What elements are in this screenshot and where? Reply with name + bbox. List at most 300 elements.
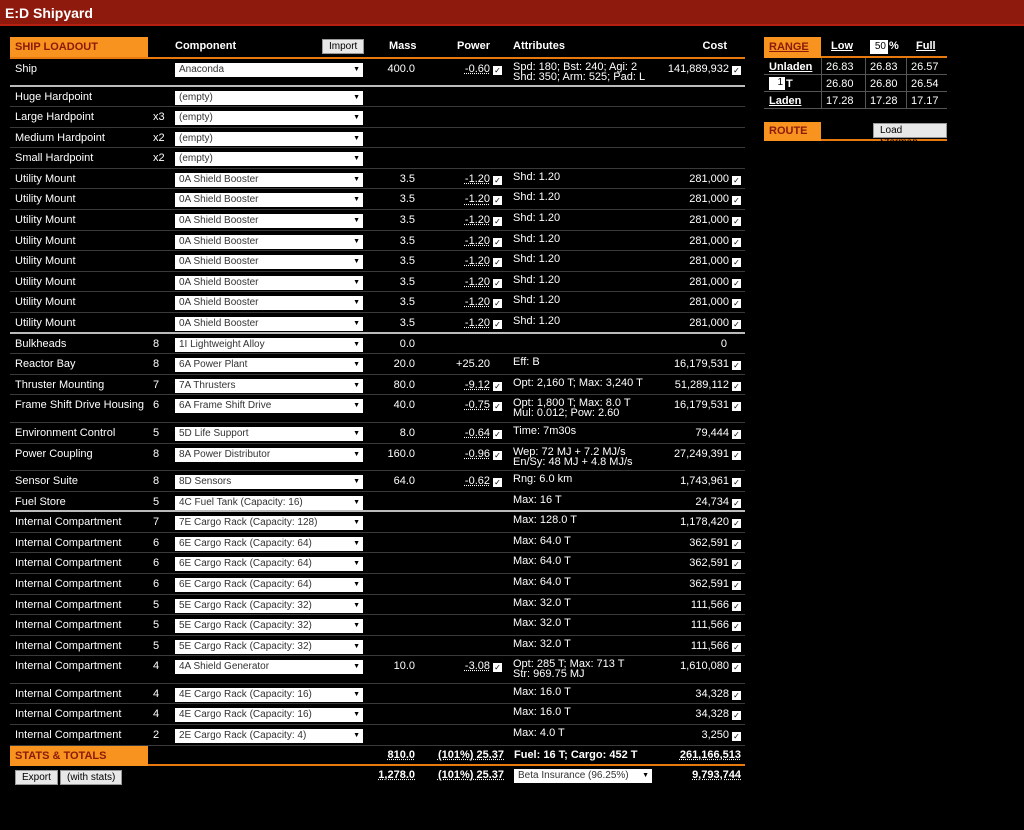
range-row — [764, 92, 947, 109]
cost-include-checkbox[interactable]: ✓ — [733, 402, 740, 412]
component-cost: 0 — [720, 337, 727, 350]
insurance-select[interactable]: Beta Insurance (96.25%) ▼ — [514, 769, 652, 783]
component-attributes: Wep: 72 MJ + 7.2 MJ/s En/Sy: 48 MJ + 4.8 MJ/s — [513, 445, 633, 468]
component-attributes: Shd: 1.20 — [513, 232, 561, 245]
slot-label: Utility Mount — [15, 214, 76, 227]
component-power: -1.20 — [464, 172, 490, 185]
slot-label: Power Coupling — [15, 447, 93, 460]
range-low-value: 26.80 — [821, 75, 854, 92]
component-row — [10, 107, 745, 128]
title-bar — [0, 0, 1024, 26]
component-select[interactable]: 0A Shield Booster ▼ — [175, 317, 363, 331]
slot-label: Utility Mount — [15, 234, 76, 247]
cost-include-checkbox[interactable]: ✓ — [733, 278, 740, 288]
component-cost: 362,591 — [689, 536, 729, 549]
route-panel — [764, 122, 947, 148]
cost-include-checkbox[interactable]: ✓ — [733, 519, 740, 529]
component-list — [10, 59, 745, 746]
component-cost: 34,328 — [695, 708, 729, 721]
component-row — [10, 725, 745, 746]
slot-label: Internal Compartment — [15, 557, 122, 570]
component-select[interactable]: 4C Fuel Tank (Capacity: 16) ▼ — [175, 496, 363, 510]
component-cost: 16,179,531 — [673, 358, 729, 371]
component-power: +25.20 — [456, 358, 490, 371]
slot-label: Sensor Suite — [15, 475, 78, 487]
component-attributes: Shd: 1.20 — [513, 170, 561, 183]
cost-include-checkbox[interactable]: ✓ — [733, 450, 740, 460]
component-select[interactable]: Anaconda ▼ — [175, 63, 363, 77]
component-cost: 281,000 — [689, 255, 729, 268]
cost-include-checkbox[interactable]: ✓ — [733, 663, 740, 673]
total-mass-unladen: 810.0 — [387, 748, 415, 761]
component-mass: 3.5 — [399, 193, 415, 206]
total-mass-laden: 1,278.0 — [378, 768, 415, 781]
cost-include-checkbox[interactable]: ✓ — [733, 429, 740, 439]
component-select[interactable]: (empty) ▼ — [175, 91, 363, 105]
component-power: -0.96 — [464, 447, 490, 460]
component-mass: 3.5 — [399, 172, 415, 185]
component-row — [10, 636, 745, 657]
component-select[interactable]: 0A Shield Booster ▼ — [175, 173, 363, 187]
component-select[interactable]: 6E Cargo Rack (Capacity: 64) ▼ — [175, 557, 363, 571]
slot-label: Utility Mount — [15, 296, 76, 309]
fuel-cargo-total: Fuel: 16 T; Cargo: 452 T — [514, 748, 638, 761]
cost-include-checkbox[interactable]: ✓ — [733, 361, 740, 371]
component-attributes: Eff: B — [513, 356, 540, 369]
power-toggle-checkbox[interactable]: ✓ — [494, 299, 501, 309]
cost-include-checkbox[interactable]: ✓ — [733, 237, 740, 247]
slot-label: Small Hardpoint — [15, 152, 94, 165]
component-mass: 0.0 — [399, 337, 415, 350]
range-mid-value: 26.83 — [865, 58, 898, 75]
component-row — [10, 704, 745, 725]
component-cost: 51,289,112 — [674, 378, 729, 391]
total-power-2: (101%) 25.37 — [437, 768, 504, 781]
slot-label: Ship — [15, 63, 38, 75]
component-power: -1.20 — [464, 275, 490, 288]
cargo-unit: T — [786, 78, 793, 90]
cost-include-checkbox[interactable]: ✓ — [733, 560, 740, 570]
component-power: -1.20 — [464, 255, 490, 268]
component-cost: 362,591 — [689, 577, 729, 590]
slot-class: 8 — [153, 447, 160, 460]
slot-label: Huge Hardpoint — [15, 90, 93, 103]
cost-header: Cost — [702, 40, 727, 52]
attributes-header: Attributes — [513, 40, 565, 52]
slot-class: 4 — [153, 708, 160, 721]
cost-include-checkbox[interactable]: ✓ — [733, 258, 740, 268]
component-mass: 8.0 — [399, 426, 415, 439]
component-row — [10, 334, 745, 355]
component-cost: 27,249,391 — [673, 447, 729, 460]
component-row — [10, 292, 745, 313]
range-full-header: Full — [916, 40, 936, 52]
component-row — [10, 471, 745, 492]
slot-class: 5 — [153, 639, 160, 652]
slot-label: Internal Compartment — [15, 639, 122, 652]
component-row — [10, 423, 745, 444]
slot-label: Utility Mount — [15, 317, 76, 330]
component-select[interactable]: 7E Cargo Rack (Capacity: 128) ▼ — [175, 516, 363, 530]
component-attributes: Max: 64.0 T — [513, 534, 571, 547]
component-attributes: Spd: 180; Bst: 240; Agi: 2 Shd: 350; Arm: 525; Pad: L — [513, 61, 646, 83]
component-cost: 24,734 — [695, 495, 729, 508]
cost-include-checkbox[interactable]: ✓ — [733, 66, 740, 75]
component-mass: 3.5 — [399, 214, 415, 227]
component-cost: 1,743,961 — [680, 475, 729, 487]
power-toggle-checkbox[interactable]: ✓ — [494, 278, 501, 288]
component-cost: 141,889,932 — [667, 63, 729, 75]
component-select[interactable]: 1I Lightweight Alloy ▼ — [175, 338, 363, 352]
component-attributes: Opt: 1,800 T; Max: 8.0 T Mul: 0.012; Pow: 2.60 — [513, 397, 631, 420]
stats-totals-tab[interactable]: STATS & TOTALS — [10, 746, 148, 766]
component-attributes: Shd: 1.20 — [513, 253, 561, 266]
percent-sign: % — [889, 40, 899, 52]
component-mass: 160.0 — [387, 447, 415, 460]
component-select[interactable]: 6E Cargo Rack (Capacity: 64) ▼ — [175, 578, 363, 592]
component-power: -0.60 — [464, 63, 490, 75]
component-cost: 281,000 — [689, 317, 729, 330]
stats-totals-header — [10, 746, 745, 766]
component-power: -1.20 — [464, 296, 490, 309]
slot-class: 8 — [153, 475, 160, 487]
power-toggle-checkbox[interactable]: ✓ — [494, 402, 501, 412]
component-mass: 3.5 — [399, 275, 415, 288]
component-select[interactable]: 6E Cargo Rack (Capacity: 64) ▼ — [175, 537, 363, 551]
slot-class: 6 — [153, 557, 160, 570]
component-row — [10, 684, 745, 705]
power-toggle-checkbox[interactable]: ✓ — [494, 217, 501, 227]
total-power: (101%) 25.37 — [437, 748, 504, 761]
component-select[interactable]: 6A Frame Shift Drive ▼ — [175, 399, 363, 413]
cost-include-checkbox[interactable]: ✓ — [733, 498, 740, 508]
slot-class: 4 — [153, 687, 160, 700]
slot-label: Bulkheads — [15, 337, 67, 350]
cost-include-checkbox[interactable]: ✓ — [733, 601, 740, 611]
component-row — [10, 272, 745, 293]
cost-include-checkbox[interactable]: ✓ — [733, 690, 740, 700]
range-full-value: 17.17 — [906, 92, 939, 109]
component-cost: 34,328 — [695, 687, 729, 700]
power-toggle-checkbox[interactable]: ✓ — [494, 663, 501, 673]
component-attributes: Time: 7m30s — [513, 424, 577, 437]
component-row — [10, 231, 745, 252]
range-row — [764, 58, 947, 75]
slot-label: Frame Shift Drive Housing — [15, 399, 144, 412]
range-row-label[interactable]: Laden — [769, 95, 802, 107]
slot-label: Utility Mount — [15, 193, 76, 206]
component-select[interactable]: 4E Cargo Rack (Capacity: 16) ▼ — [175, 688, 363, 702]
component-attributes: Max: 32.0 T — [513, 596, 571, 609]
insurance-cost: 9,793,744 — [692, 768, 741, 781]
component-attributes: Shd: 1.20 — [513, 191, 561, 204]
component-attributes: Rng: 6.0 km — [513, 473, 573, 485]
component-attributes: Shd: 1.20 — [513, 212, 561, 225]
slot-label: Utility Mount — [15, 255, 76, 268]
cost-include-checkbox[interactable]: ✓ — [733, 622, 740, 632]
component-row — [10, 492, 745, 513]
component-power: -3.08 — [464, 660, 490, 673]
slot-class: 8 — [153, 358, 160, 371]
component-select[interactable]: 6A Power Plant ▼ — [175, 358, 363, 372]
component-power: -1.20 — [464, 193, 490, 206]
component-select[interactable]: (empty) ▼ — [175, 152, 363, 166]
slot-label: Internal Compartment — [15, 598, 122, 611]
cost-include-checkbox[interactable]: ✓ — [733, 196, 740, 206]
component-row — [10, 148, 745, 169]
slot-class: 4 — [153, 660, 160, 673]
range-low-value: 17.28 — [821, 92, 854, 109]
cost-include-checkbox[interactable]: ✓ — [733, 381, 740, 391]
slot-label: Environment Control — [15, 426, 116, 439]
component-attributes: Max: 16.0 T — [513, 706, 571, 719]
component-select[interactable]: 8D Sensors ▼ — [175, 475, 363, 489]
component-row — [10, 128, 745, 149]
component-row — [10, 615, 745, 636]
power-toggle-checkbox[interactable]: ✓ — [494, 450, 501, 460]
range-panel — [764, 37, 947, 109]
component-select[interactable]: (empty) ▼ — [175, 132, 363, 146]
cost-include-checkbox[interactable]: ✓ — [733, 642, 740, 652]
slot-label: Internal Compartment — [15, 577, 122, 590]
component-select[interactable]: 5E Cargo Rack (Capacity: 32) ▼ — [175, 619, 363, 633]
component-select[interactable]: 8A Power Distributor ▼ — [175, 448, 363, 462]
component-cost: 1,178,420 — [680, 516, 729, 529]
route-tab[interactable]: ROUTE — [764, 122, 821, 141]
component-power: -1.20 — [464, 317, 490, 330]
slot-label: Thruster Mounting — [15, 378, 105, 391]
component-select[interactable]: 2E Cargo Rack (Capacity: 4) ▼ — [175, 729, 363, 743]
component-select[interactable]: 0A Shield Booster ▼ — [175, 296, 363, 310]
component-mass: 3.5 — [399, 255, 415, 268]
component-attributes: Opt: 285 T; Max: 713 T Str: 969.75 MJ — [513, 658, 625, 681]
component-cost: 1,610,080 — [680, 660, 729, 673]
component-power: -0.64 — [464, 426, 490, 439]
component-row — [10, 574, 745, 595]
cargo-input[interactable]: 1 — [769, 77, 785, 90]
range-tab[interactable]: RANGE — [764, 37, 821, 58]
component-row — [10, 169, 745, 190]
ship-loadout-tab[interactable]: SHIP LOADOUT — [10, 37, 148, 57]
component-cost: 111,566 — [690, 598, 729, 611]
component-select[interactable]: (empty) ▼ — [175, 111, 363, 125]
slot-class: 6 — [153, 577, 160, 590]
slot-label: Internal Compartment — [15, 729, 122, 742]
component-attributes: Max: 16 T — [513, 493, 562, 506]
slot-label: Utility Mount — [15, 275, 76, 288]
component-select[interactable]: 0A Shield Booster ▼ — [175, 235, 363, 249]
slot-label: Large Hardpoint — [15, 111, 94, 124]
component-mass: 3.5 — [399, 317, 415, 330]
slot-label: Fuel Store — [15, 495, 66, 508]
slot-class: 5 — [153, 598, 160, 611]
component-select[interactable]: 4E Cargo Rack (Capacity: 16) ▼ — [175, 708, 363, 722]
cost-include-checkbox[interactable]: ✓ — [733, 320, 740, 330]
power-toggle-checkbox[interactable]: ✓ — [494, 66, 501, 75]
component-power: -1.20 — [464, 234, 490, 247]
slot-class: 6 — [153, 399, 160, 412]
component-cost: 281,000 — [689, 296, 729, 309]
cost-include-checkbox[interactable]: ✓ — [733, 175, 740, 185]
load-starmap-button[interactable]: Load Starmap — [873, 123, 947, 138]
power-toggle-checkbox[interactable]: ✓ — [494, 258, 501, 268]
mass-header: Mass — [389, 40, 417, 52]
slot-class: 5 — [153, 619, 160, 632]
component-header: Component — [175, 40, 237, 52]
cost-include-checkbox[interactable]: ✓ — [733, 732, 740, 742]
component-power: -0.75 — [464, 399, 490, 412]
export-with-stats-button[interactable]: (with stats) — [60, 770, 122, 785]
range-percent-input[interactable]: 50 — [870, 40, 888, 54]
power-toggle-checkbox[interactable]: ✓ — [494, 175, 501, 185]
component-attributes: Max: 64.0 T — [513, 575, 571, 588]
slot-label: Utility Mount — [15, 172, 76, 185]
component-mass: 64.0 — [393, 475, 415, 487]
slot-class: x2 — [153, 131, 165, 144]
component-row — [10, 595, 745, 616]
component-select[interactable]: 0A Shield Booster ▼ — [175, 255, 363, 269]
power-toggle-checkbox[interactable]: ✓ — [494, 237, 501, 247]
slot-class: x3 — [153, 111, 165, 124]
component-attributes: Shd: 1.20 — [513, 315, 561, 328]
component-row — [10, 553, 745, 574]
component-attributes: Max: 16.0 T — [513, 685, 571, 698]
ship-loadout-panel — [10, 37, 745, 788]
loadout-header — [10, 37, 745, 59]
component-attributes: Max: 32.0 T — [513, 617, 571, 630]
component-row — [10, 251, 745, 272]
component-row — [10, 533, 745, 554]
slot-label: Reactor Bay — [15, 358, 76, 371]
component-attributes: Max: 32.0 T — [513, 637, 571, 650]
range-mid-value: 26.80 — [865, 75, 898, 92]
component-row — [10, 210, 745, 231]
slot-class: 5 — [153, 495, 160, 508]
range-header — [764, 37, 947, 58]
cost-include-checkbox[interactable]: ✓ — [733, 478, 740, 487]
component-row — [10, 444, 745, 472]
component-row — [10, 59, 745, 87]
component-cost: 111,566 — [690, 639, 729, 652]
slot-class: 2 — [153, 729, 160, 742]
range-table — [764, 58, 947, 109]
component-attributes: Max: 128.0 T — [513, 514, 577, 527]
slot-label: Internal Compartment — [15, 708, 122, 721]
cost-include-checkbox[interactable]: ✓ — [733, 539, 740, 549]
component-attributes: Opt: 2,160 T; Max: 3,240 T — [513, 376, 643, 389]
slot-label: Internal Compartment — [15, 687, 122, 700]
total-cost: 261,166,513 — [679, 748, 741, 761]
power-header: Power — [457, 40, 491, 52]
component-mass: 80.0 — [393, 378, 415, 391]
cost-include-checkbox[interactable]: ✓ — [733, 711, 740, 721]
export-button[interactable]: Export — [15, 770, 58, 785]
component-row — [10, 512, 745, 533]
component-select[interactable]: 0A Shield Booster ▼ — [175, 214, 363, 228]
component-power: -0.62 — [464, 475, 490, 487]
component-mass: 40.0 — [393, 399, 415, 412]
component-cost: 281,000 — [689, 234, 729, 247]
power-toggle-checkbox[interactable]: ✓ — [494, 478, 501, 487]
component-cost: 281,000 — [689, 214, 729, 227]
component-cost: 3,250 — [701, 729, 729, 742]
component-power: -1.20 — [464, 214, 490, 227]
power-toggle-checkbox[interactable]: ✓ — [494, 196, 501, 206]
slot-class: 8 — [153, 337, 160, 350]
component-select[interactable]: 7A Thrusters ▼ — [175, 379, 363, 393]
power-toggle-checkbox[interactable]: ✓ — [494, 429, 501, 439]
slot-class: 7 — [153, 516, 160, 529]
component-cost: 281,000 — [689, 172, 729, 185]
component-row — [10, 189, 745, 210]
slot-class: x2 — [153, 152, 165, 165]
component-select[interactable]: 5E Cargo Rack (Capacity: 32) ▼ — [175, 599, 363, 613]
component-row — [10, 354, 745, 375]
component-cost: 281,000 — [689, 193, 729, 206]
component-mass: 3.5 — [399, 296, 415, 309]
range-mid-value: 17.28 — [865, 92, 898, 109]
cost-include-checkbox[interactable]: ✓ — [733, 580, 740, 590]
component-cost: 362,591 — [689, 557, 729, 570]
component-select[interactable]: 4A Shield Generator ▼ — [175, 660, 363, 674]
slot-label: Internal Compartment — [15, 536, 122, 549]
component-row — [10, 395, 745, 423]
component-select[interactable]: 0A Shield Booster ▼ — [175, 276, 363, 290]
cost-include-checkbox[interactable]: ✓ — [733, 217, 740, 227]
range-row-label[interactable]: Unladen — [769, 61, 813, 73]
component-power: -9.12 — [464, 378, 490, 391]
component-attributes: Shd: 1.20 — [513, 294, 561, 307]
component-attributes: Shd: 1.20 — [513, 273, 561, 286]
component-cost: 111,566 — [690, 619, 729, 632]
range-full-value: 26.54 — [906, 75, 939, 92]
component-row — [10, 313, 745, 334]
range-low-header: Low — [831, 40, 853, 52]
component-select[interactable]: 5E Cargo Rack (Capacity: 32) ▼ — [175, 640, 363, 654]
power-toggle-checkbox[interactable]: ✓ — [494, 381, 501, 391]
component-select[interactable]: 5D Life Support ▼ — [175, 427, 363, 441]
slot-class: 7 — [153, 378, 160, 391]
component-cost: 16,179,531 — [673, 399, 729, 412]
slot-label: Medium Hardpoint — [15, 131, 105, 144]
component-mass: 10.0 — [393, 660, 415, 673]
slot-label: Internal Compartment — [15, 516, 122, 529]
power-toggle-checkbox[interactable]: ✓ — [494, 320, 501, 330]
component-attributes: Max: 64.0 T — [513, 555, 571, 568]
slot-label: Internal Compartment — [15, 660, 122, 673]
component-row — [10, 656, 745, 684]
totals-second-row — [10, 766, 745, 788]
component-select[interactable]: 0A Shield Booster ▼ — [175, 193, 363, 207]
component-cost: 79,444 — [695, 426, 729, 439]
slot-label: Internal Compartment — [15, 619, 122, 632]
slot-class: 6 — [153, 536, 160, 549]
component-mass: 20.0 — [393, 358, 415, 371]
component-row — [10, 375, 745, 396]
component-attributes: Max: 4.0 T — [513, 727, 565, 740]
range-full-value: 26.57 — [906, 58, 939, 75]
range-row — [764, 75, 947, 92]
import-button[interactable]: Import — [322, 39, 364, 54]
app-title: E:D Shipyard — [5, 5, 93, 21]
range-low-value: 26.83 — [821, 58, 854, 75]
cost-include-checkbox[interactable]: ✓ — [733, 299, 740, 309]
component-row — [10, 87, 745, 108]
component-mass: 3.5 — [399, 234, 415, 247]
slot-class: 5 — [153, 426, 160, 439]
component-cost: 281,000 — [689, 275, 729, 288]
component-mass: 400.0 — [387, 63, 415, 75]
